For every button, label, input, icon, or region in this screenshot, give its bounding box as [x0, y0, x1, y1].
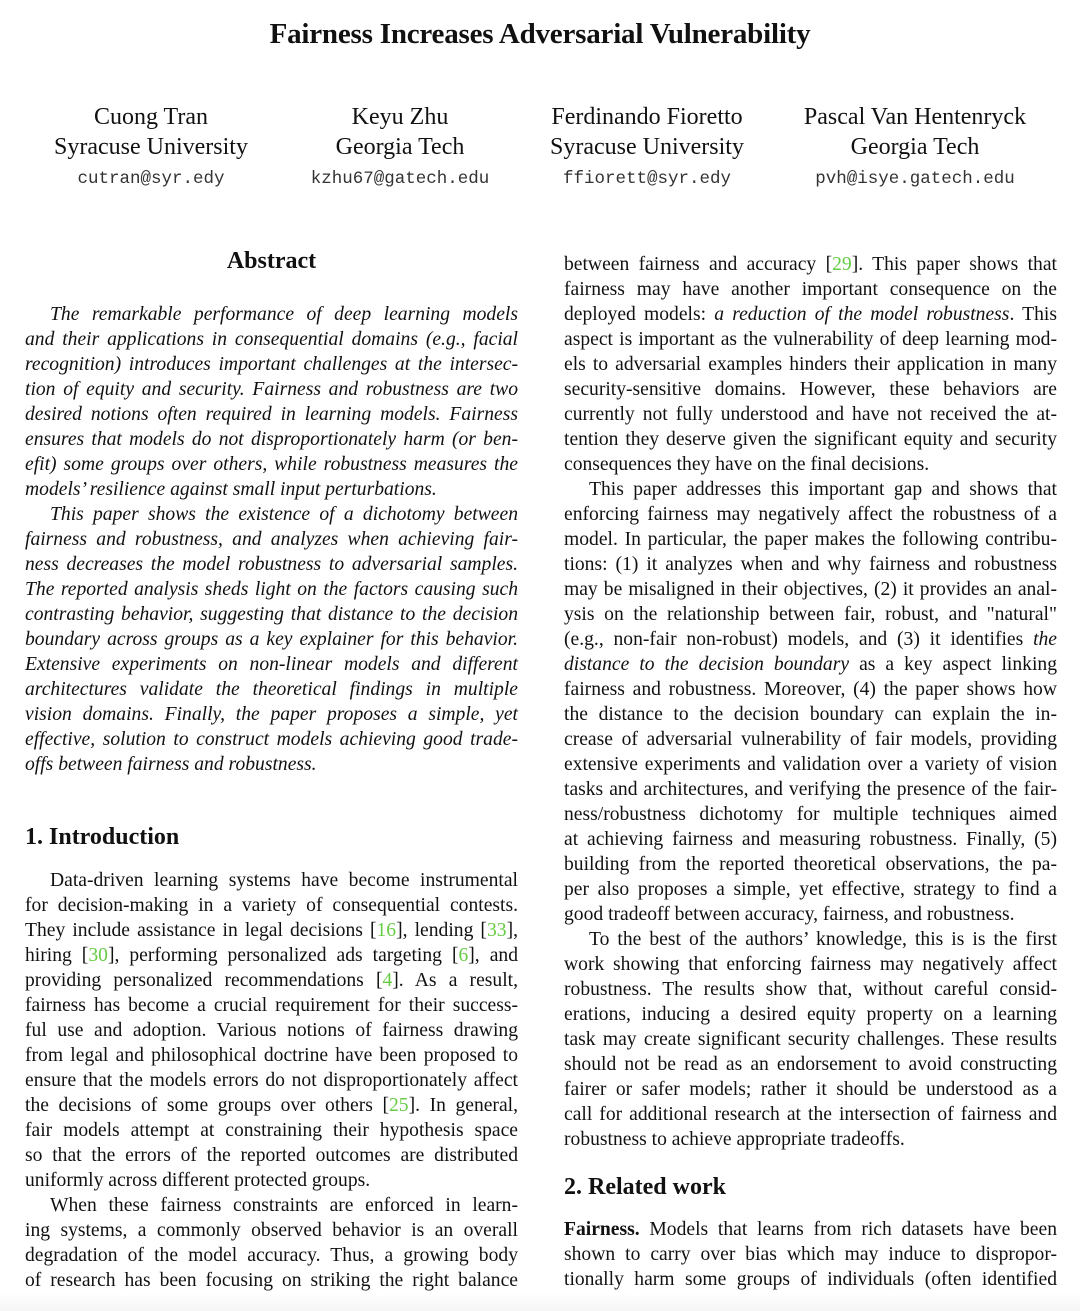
author-affiliation: Syracuse University: [550, 134, 744, 160]
text-line: aspect is important as the vulnerability of deep learning mod-: [564, 329, 1057, 350]
author-affiliation: Georgia Tech: [335, 134, 465, 160]
page-bottom-shadow: [0, 1293, 1080, 1311]
text-line: (e.g., non-fair non-robust) models, and (3) it identifies the: [564, 629, 1057, 650]
text-line: ensure that the models errors do not disproportionately affect: [25, 1070, 518, 1091]
text-line: They include assistance in legal decisions [16], lending [33],: [25, 920, 518, 941]
author-email[interactable]: cutran@syr.edy: [77, 169, 225, 189]
citation-link[interactable]: 29: [832, 254, 852, 275]
text-line: between fairness and accuracy [29]. This paper shows that: [564, 254, 1057, 275]
text-line: fair models attempt at constraining their hypothesis space: [25, 1120, 518, 1141]
text-line: extensive experiments and validation over a variety of vision: [564, 754, 1057, 775]
text-line: hiring [30], performing personalized ads targeting [6], and: [25, 945, 519, 966]
text-line: ness decreases the model robustness to adversarial samples.: [25, 554, 518, 575]
text-line: fairness and robustness. Moreover, (4) the paper shows how: [564, 679, 1057, 700]
text-line: desired notions often required in learning models. Fairness: [25, 404, 518, 425]
text-line: and their applications in consequential domains (e.g., facial: [25, 329, 518, 350]
text-line: uniformly across different protected groups.: [25, 1170, 371, 1191]
text-line: should not be read as an endorsement to avoid constructing: [564, 1054, 1057, 1075]
text-line: Extensive experiments on non-linear models and different: [25, 654, 518, 675]
text-line: for decision-making in a variety of consequential contests.: [25, 895, 518, 916]
text-line: from legal and philosophical doctrine have been proposed to: [25, 1045, 518, 1066]
author-block: [16, 102, 286, 190]
author-name: Keyu Zhu: [351, 104, 449, 130]
text-line: model. In particular, the paper makes the following contribu-: [564, 529, 1057, 550]
text-line: fairness may have another important consequence on the: [564, 279, 1057, 300]
author-name: Pascal Van Hentenryck: [803, 104, 1027, 130]
text-line: offs between fairness and robustness.: [25, 754, 317, 775]
author-block: [512, 102, 782, 190]
citation-link[interactable]: 30: [88, 945, 108, 966]
intro-paragraph-1: [25, 868, 518, 1193]
abstract-paragraph-1: [25, 302, 518, 502]
citation-link[interactable]: 33: [486, 920, 507, 941]
text-line: To the best of the authors’ knowledge, this is is the first: [589, 929, 1057, 950]
text-line: The reported analysis sheds light on the factors causing such: [25, 579, 518, 600]
section-heading-related-work: 2. Related work: [564, 1174, 726, 1200]
text-line: robustness. The results show that, without careful consid-: [564, 979, 1057, 1000]
text-line: task may create significant security challenges. These results: [564, 1029, 1057, 1050]
abstract-paragraph-2: [25, 502, 518, 777]
citation-link[interactable]: 25: [389, 1095, 409, 1116]
text-line: consequences they have on the final decisions.: [564, 454, 930, 475]
text-line: the decisions of some groups over others [25]. In general,: [25, 1095, 518, 1116]
text-line: vision domains. Finally, the paper proposes a simple, yet: [25, 704, 518, 725]
text-line: work showing that enforcing fairness may negatively affect: [564, 954, 1057, 975]
text-line: robustness to achieve appropriate tradeoffs.: [564, 1129, 905, 1150]
abstract-heading: Abstract: [226, 248, 317, 274]
text-line: so that the errors of the reported outcomes are distributed: [25, 1145, 518, 1166]
text-line: the distance to the decision boundary can explain the in-: [564, 704, 1057, 725]
text-line: Data-driven learning systems have become instrumental: [50, 870, 518, 891]
text-line: at achieving fairness and measuring robustness. Finally, (5): [564, 829, 1057, 850]
author-email[interactable]: kzhu67@gatech.edu: [310, 169, 490, 189]
citation-link[interactable]: 16: [376, 920, 397, 941]
text-line: ing systems, a commonly observed behavior is an overall: [25, 1220, 518, 1241]
paper-title: Fairness Increases Adversarial Vulnerability: [269, 18, 811, 50]
text-line: ful use and adoption. Various notions of fairness drawing: [25, 1020, 518, 1041]
text-line: enforcing fairness may negatively affect the robustness of a: [564, 504, 1057, 525]
author-block: [265, 102, 535, 190]
text-line: tasks and architectures, and verifying the presence of the fair-: [564, 779, 1057, 800]
text-line: tions: (1) it analyzes when and why fairness and robustness: [564, 554, 1057, 575]
text-line: currently not fully understood and have not received the at-: [564, 404, 1057, 425]
author-name: Cuong Tran: [93, 104, 209, 130]
text-line: contrasting behavior, suggesting that distance to the decision: [25, 604, 518, 625]
text-line: building from the reported theoretical observations, the pa-: [564, 854, 1057, 875]
intro-paragraph-2-continued: [564, 252, 1057, 477]
citation-link[interactable]: 6: [458, 945, 469, 966]
author-block: [780, 102, 1050, 190]
text-line: may be misaligned in their objectives, (2) it provides an anal-: [564, 579, 1057, 600]
text-line: When these fairness constraints are enforced in learn-: [50, 1195, 518, 1216]
text-line: ness/robustness dichotomy for multiple techniques aimed: [564, 804, 1057, 825]
text-line: fairness has become a crucial requirement for their success-: [25, 995, 518, 1016]
text-line: providing personalized recommendations [4]. As a result,: [25, 970, 518, 991]
text-line: The remarkable performance of deep learning models: [50, 304, 518, 325]
text-line: architectures validate the theoretical findings in multiple: [25, 679, 518, 700]
text-line: boundary across groups as a key explainer for this behavior.: [25, 629, 518, 650]
text-line: good tradeoff between accuracy, fairness, and robustness.: [564, 904, 1015, 925]
author-email[interactable]: ffiorett@syr.edy: [562, 169, 732, 189]
text-line: security-sensitive domains. However, these behaviors are: [564, 379, 1057, 400]
author-name: Ferdinando Fioretto: [551, 104, 743, 130]
text-line: recognition) introduces important challenges at the intersec-: [25, 354, 518, 375]
author-affiliation: Syracuse University: [54, 134, 248, 160]
text-line: efit) some groups over others, while robustness measures the: [25, 454, 518, 475]
related-work-paragraph-1: [564, 1217, 1057, 1292]
text-line: ensures that models do not disproportionately harm (or ben-: [25, 429, 518, 450]
text-line: ysis on the relationship between fair, robust, and "natural": [564, 604, 1057, 625]
emphasis-text: distance to the decision boundary: [564, 654, 850, 675]
emphasis-text: a reduction of the model robustness: [714, 304, 1010, 325]
text-line: Fairness. Models that learns from rich datasets have been: [564, 1219, 1057, 1240]
text-line: distance to the decision boundary as a key aspect linking: [564, 654, 1058, 675]
emphasis-text: the: [1033, 629, 1057, 650]
author-affiliation: Georgia Tech: [850, 134, 980, 160]
text-line: tention they deserve given the significant equity and security: [564, 429, 1057, 450]
text-line: models’ resilience against small input perturbations.: [25, 479, 437, 500]
text-line: effective, solution to construct models achieving good trade-: [25, 729, 518, 750]
text-line: of research has been focusing on striking the right balance: [25, 1270, 518, 1291]
citation-link[interactable]: 4: [382, 970, 393, 991]
intro-paragraph-3: [564, 477, 1057, 927]
text-line: This paper addresses this important gap and shows that: [589, 479, 1057, 500]
text-line: els to adversarial examples hinders their application in many: [564, 354, 1057, 375]
text-line: fairer or safer models; rather it should be understood as a: [564, 1079, 1057, 1100]
text-line: degradation of the model accuracy. Thus, a growing body: [25, 1245, 518, 1266]
text-line: crease of adversarial vulnerability of fair models, providing: [564, 729, 1057, 750]
text-line: per also proposes a simple, yet effective, strategy to find a: [564, 879, 1057, 900]
text-line: call for additional research at the intersection of fairness and: [564, 1104, 1057, 1125]
text-line: tion of equity and security. Fairness and robustness are two: [25, 379, 518, 400]
author-email[interactable]: pvh@isye.gatech.edu: [815, 169, 1015, 189]
text-line: erations, inducing a desired equity property on a learning: [564, 1004, 1057, 1025]
intro-paragraph-4: [564, 927, 1057, 1152]
text-line: deployed models: a reduction of the model robustness. This: [564, 304, 1057, 325]
text-line: shown to carry over bias which may induce to dispropor-: [564, 1244, 1057, 1265]
text-line: This paper shows the existence of a dichotomy between: [50, 504, 518, 525]
text-line: tionally harm some groups of individuals (often identified: [564, 1269, 1057, 1290]
paragraph-lead: Fairness.: [564, 1219, 640, 1240]
intro-paragraph-2: [25, 1193, 518, 1293]
section-heading-introduction: 1. Introduction: [25, 824, 180, 850]
text-line: fairness and robustness, and analyzes when achieving fair-: [25, 529, 518, 550]
